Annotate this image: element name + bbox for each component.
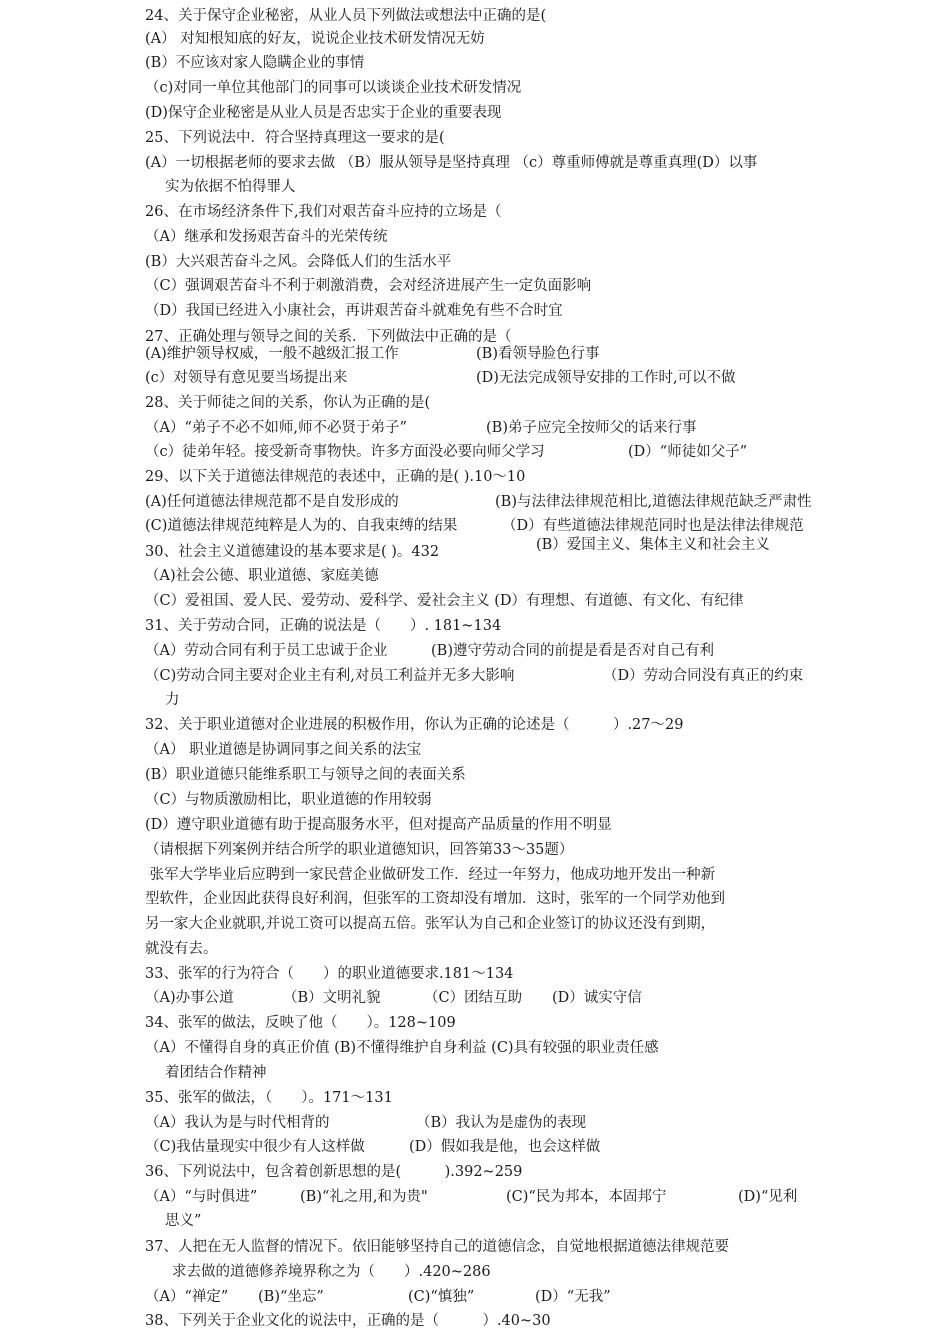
text-line: (D）“师徒如父子” xyxy=(628,444,748,460)
text-line: （A）不懂得自身的真正价值 (B)不懂得维护自身利益 (C)具有较强的职业责任感 xyxy=(145,1040,659,1056)
text-line: (D）诚实守信 xyxy=(552,990,642,1006)
text-line: 25、下列说法中．符合坚持真理这一要求的是( xyxy=(145,130,445,146)
text-line: (D）假如我是他，也会这样做 xyxy=(409,1139,601,1155)
text-line: 型软件，企业因此获得良好利润，但张军的工资却没有增加．这时，张军的一个同学劝他到 xyxy=(145,891,725,907)
text-line: （D）有些道德法律规范同时也是法律法律规范 xyxy=(502,518,804,534)
text-line: （A)社会公德、职业道德、家庭美德 xyxy=(145,568,379,584)
text-line: 另一家大企业就职,并说工资可以提高五倍。张军认为自己和企业签订的协议还没有到期， xyxy=(145,916,716,932)
text-line: （A）继承和发扬艰苦奋斗的光荣传统 xyxy=(145,229,388,245)
text-line: (B）爱国主义、集体主义和社会主义 xyxy=(536,537,770,553)
text-line: （C）爱祖国、爱人民、爱劳动、爱科学、爱社会主义 (D）有理想、有道德、有文化、有纪律 xyxy=(145,593,744,609)
text-line: 就没有去。 xyxy=(145,941,218,957)
text-line: 24、关于保守企业秘密，从业人员下列做法或想法中正确的是( xyxy=(145,8,547,24)
text-line: 27、正确处理与领导之间的关系．下列做法中正确的是（ xyxy=(145,329,512,345)
text-line: (C)“民为邦本，本固邦宁 xyxy=(506,1189,667,1205)
text-line: （A）劳动合同有利于员工忠诚于企业 xyxy=(145,643,388,659)
text-line: (B)“礼之用,和为贵" xyxy=(300,1189,428,1205)
text-line: 36、下列说法中，包含着创新思想的是( ).392~259 xyxy=(145,1164,523,1180)
text-line: (C)道德法律规范纯粹是人为的、自我束缚的结果 xyxy=(145,518,458,534)
text-line: (D)保守企业秘密是从业人员是否忠实于企业的重要表现 xyxy=(145,105,502,121)
text-line: (A）一切根据老师的要求去做 （B）服从领导是坚持真理 （c）尊重师傅就是尊重真理(D）以事 xyxy=(145,155,758,171)
text-line: 37、人把在无人监督的情况下。依旧能够坚持自己的道德信念，自觉地根据道德法律规范要 xyxy=(145,1239,729,1255)
text-line: 33、张军的行为符合（ ）的职业道德要求.181～134 xyxy=(145,966,514,982)
text-line: 实为依据不怕得罪人 xyxy=(165,179,296,195)
text-line: （B）我认为是虚伪的表现 xyxy=(416,1115,587,1131)
text-line: （请根据下列案例并结合所学的职业道德知识，回答第33～35题） xyxy=(145,842,574,858)
text-line: (B)弟子应完全按师父的话来行事 xyxy=(486,420,697,436)
text-line: (A)维护领导权威，一般不越级汇报工作 xyxy=(145,346,399,362)
text-line: 思义” xyxy=(165,1213,202,1229)
text-line: （C)劳动合同主要对企业主有利,对员工利益并无多大影响 xyxy=(145,668,515,684)
text-line: (B）不应该对家人隐瞒企业的事情 xyxy=(145,55,365,71)
text-line: （c)对同一单位其他部门的同事可以谈谈企业技术研发情况 xyxy=(145,80,522,96)
text-line: （C）与物质激励相比，职业道德的作用较弱 xyxy=(145,792,432,808)
text-line: （A） 职业道德是协调同事之间关系的法宝 xyxy=(145,742,422,758)
text-line: （A）“与时俱进” xyxy=(145,1189,258,1205)
text-line: (A） 对知根知底的好友，说说企业技术研发情况无妨 xyxy=(145,31,485,47)
text-line: (B)遵守劳动合同的前提是看是否对自己有利 xyxy=(431,643,714,659)
text-line: 求去做的道德修养境界称之为（ ）.420~286 xyxy=(172,1264,491,1280)
text-line: 31、关于劳动合同，正确的说法是（ ）. 181~134 xyxy=(145,618,502,634)
text-line: 28、关于师徒之间的关系，你认为正确的是( xyxy=(145,395,431,411)
text-line: (D）“无我” xyxy=(535,1289,611,1305)
text-line: (B)与法律法律规范相比,道德法律规范缺乏严肃性 xyxy=(495,494,812,510)
text-line: (B）大兴艰苦奋斗之风。会降低人们的生活水平 xyxy=(145,254,452,270)
text-line: （A)办事公道 xyxy=(145,990,234,1006)
text-line: 张军大学毕业后应聘到一家民营企业做研发工作．经过一年努力，他成功地开发出一种新 xyxy=(145,867,716,883)
text-line: 着团结合作精神 xyxy=(165,1065,267,1081)
text-line: (A)任何道德法律规范都不是自发形成的 xyxy=(145,494,399,510)
text-line: (D)无法完成领导安排的工作时,可以不做 xyxy=(476,370,736,386)
text-line: 35、张军的做法，（ ）。171～131 xyxy=(145,1090,393,1106)
text-line: 力 xyxy=(165,692,180,708)
text-line: （c）徒弟年轻。接受新奇事物快。许多方面没必要向师父学习 xyxy=(145,444,545,460)
text-line: (c）对领导有意见要当场提出来 xyxy=(145,370,348,386)
text-line: 38、下列关于企业文化的说法中，正确的是（ ）.40~30 xyxy=(145,1313,551,1329)
text-line: 29、以下关于道德法律规范的表述中，正确的是( ).10～10 xyxy=(145,469,526,485)
text-line: (D)“见利 xyxy=(738,1189,798,1205)
text-line: (B）职业道德只能维系职工与领导之间的表面关系 xyxy=(145,767,466,783)
text-line: （C）团结互助 xyxy=(424,990,523,1006)
text-line: （D）劳动合同没有真正的约束 xyxy=(603,668,804,684)
text-line: (B)“坐忘” xyxy=(258,1289,324,1305)
text-line: (B)看领导脸色行事 xyxy=(476,346,600,362)
text-line: （A）“弟子不必不如师,师不必贤于弟子” xyxy=(145,420,407,436)
text-line: （D）我国已经进入小康社会，再讲艰苦奋斗就难免有些不合时宜 xyxy=(145,303,563,319)
text-line: （C)我估量现实中很少有人这样做 xyxy=(145,1139,365,1155)
text-line: (C)“慎独” xyxy=(408,1289,475,1305)
text-line: 34、张军的做法，反映了他（ ）。128~109 xyxy=(145,1015,456,1031)
text-line: 32、关于职业道德对企业进展的积极作用，你认为正确的论述是（ ）.27～29 xyxy=(145,717,684,733)
text-line: (D）遵守职业道德有助于提高服务水平，但对提高产品质量的作用不明显 xyxy=(145,817,612,833)
text-line: （B）文明礼貌 xyxy=(283,990,381,1006)
text-line: 26、在市场经济条件下,我们对艰苦奋斗应持的立场是（ xyxy=(145,204,502,220)
text-line: （A）我认为是与时代相背的 xyxy=(145,1115,330,1131)
text-line: 30、社会主义道德建设的基本要求是( )。432 xyxy=(145,544,440,560)
text-line: （A）“禅定” xyxy=(145,1289,229,1305)
text-line: （C）强调艰苦奋斗不利于刺激消费，会对经济进展产生一定负面影响 xyxy=(145,278,592,294)
